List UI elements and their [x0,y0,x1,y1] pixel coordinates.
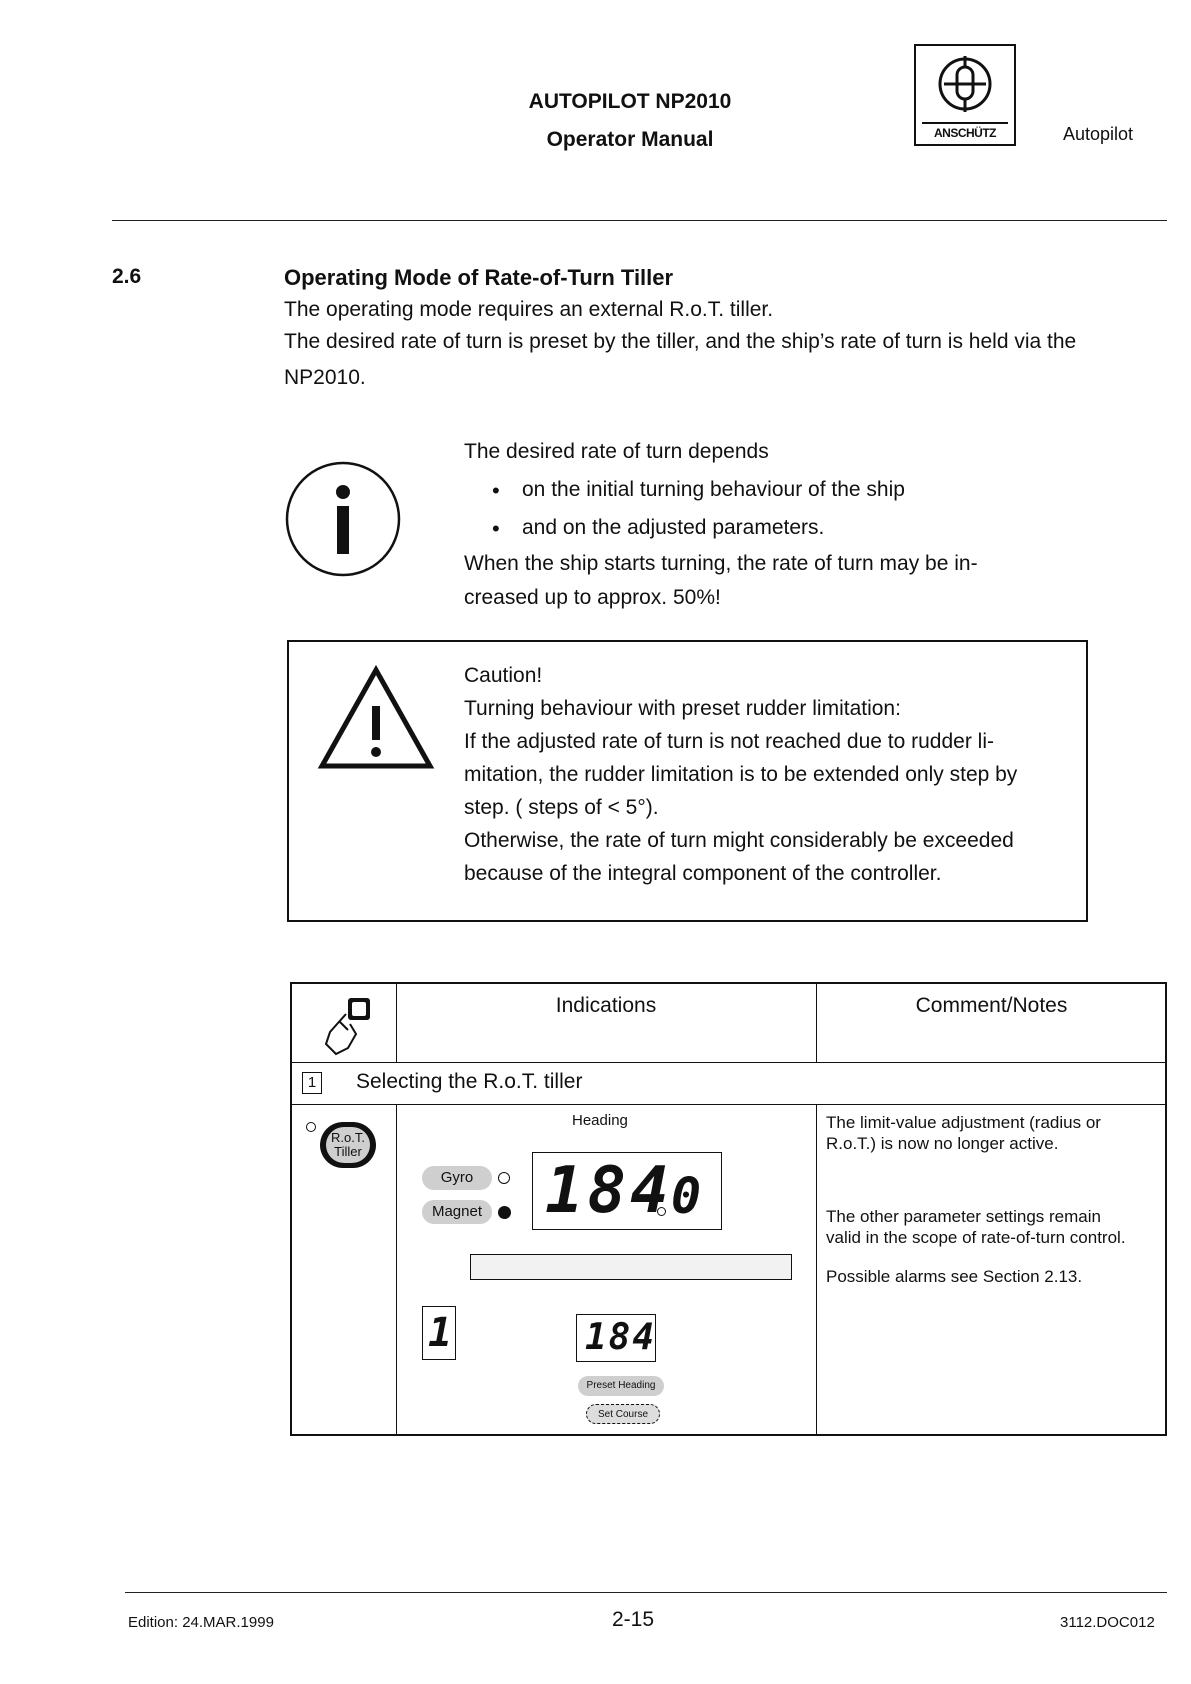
hand-press-icon [320,994,376,1056]
page-number: 2-15 [612,1608,655,1631]
note-line: The limit-value adjustment (radius or [826,1113,1101,1132]
step-label: Selecting the R.o.T. tiller [356,1070,583,1093]
paragraph-2-line-2: NP2010. [284,366,366,389]
caution-line: mitation, the rudder limitation is to be extended only step by [464,763,1018,786]
note-line: R.o.T.) is now no longer active. [826,1134,1059,1153]
rot-tiller-button[interactable] [320,1122,376,1168]
notes-block-1 [826,1112,1161,1154]
heading-value: 184 [545,1154,673,1228]
rot-tiller-label-line-1: R.o.T. [331,1130,365,1145]
magnet-button[interactable]: Magnet [422,1200,492,1224]
caution-line: because of the integral component of the controller. [464,862,942,885]
footer-doc-id: 3112.DOC012 [1060,1614,1155,1631]
footer-rule [125,1592,1167,1593]
caution-line: Caution! [464,664,543,687]
anchor-logo-icon [916,48,1014,118]
info-intro: The desired rate of turn depends [464,440,769,463]
info-note-line-2: creased up to approx. 50%! [464,586,721,609]
document-subtitle: Operator Manual [546,128,714,151]
column-header-indications: Indications [555,994,657,1017]
set-course-button[interactable]: Set Course [586,1404,660,1424]
caution-line: If the adjusted rate of turn is not reached due to rudder li- [464,730,994,753]
section-title: Operating Mode of Rate-of-Turn Tiller [284,265,674,290]
step-number-box: 1 [302,1072,322,1094]
gyro-button[interactable]: Gyro [422,1166,492,1190]
table-divider [292,1104,1165,1105]
info-note-line-1: When the ship starts turning, the rate of turn may be in- [464,552,978,575]
anschuetz-logo [914,44,1016,146]
set-course-display [576,1314,656,1362]
table-divider [292,1062,1165,1063]
logo-wordmark: ANSCHÜTZ [922,122,1008,140]
gyro-led-off [498,1172,510,1184]
document-title: AUTOPILOT NP2010 [528,90,732,113]
header-right-label: Autopilot [1063,124,1134,144]
procedure-table [290,982,1167,1436]
button-led-indicator [306,1122,316,1132]
paragraph-1: The operating mode requires an external R.o.T. tiller. [284,298,774,321]
column-header-comments: Comment/Notes [915,994,1068,1017]
heading-decimal: 0 [671,1167,702,1225]
decimal-degree-dot [657,1207,666,1216]
step-display-value: 1 [428,1310,453,1356]
step-display [422,1306,456,1360]
footer-edition: Edition: 24.MAR.1999 [128,1614,274,1631]
header-rule [112,220,1167,221]
caution-line: Turning behaviour with preset rudder limitation: [464,697,901,720]
info-bullet-text: and on the adjusted parameters. [522,516,825,539]
heading-label: Heading [572,1112,628,1129]
section-number: 2.6 [112,265,142,288]
caution-line: step. ( steps of < 5°). [464,796,659,819]
note-line: valid in the scope of rate-of-turn control. [826,1228,1126,1247]
note-line: The other parameter settings remain [826,1207,1101,1226]
paragraph-2-line-1: The desired rate of turn is preset by the tiller, and the ship’s rate of turn is held via the [284,330,1077,353]
info-bullet [494,516,825,540]
preset-heading-button[interactable]: Preset Heading [578,1376,664,1396]
rot-tiller-label-line-2: Tiller [334,1144,362,1159]
notes-block-2 [826,1206,1161,1248]
info-icon [284,460,402,578]
table-divider [396,1104,397,1436]
info-bullet [494,478,905,502]
magnet-led-on [498,1206,511,1219]
caution-line: Otherwise, the rate of turn might considerably be exceeded [464,829,1014,852]
heading-display [532,1152,722,1230]
set-course-value: 184 [585,1317,657,1358]
table-divider [816,1104,817,1436]
rudder-bar-display [470,1254,792,1280]
notes-block-3 [826,1266,1161,1287]
note-line: Possible alarms see Section 2.13. [826,1267,1083,1286]
info-bullet-text: on the initial turning behaviour of the ship [522,478,905,501]
warning-triangle-icon [316,664,436,772]
